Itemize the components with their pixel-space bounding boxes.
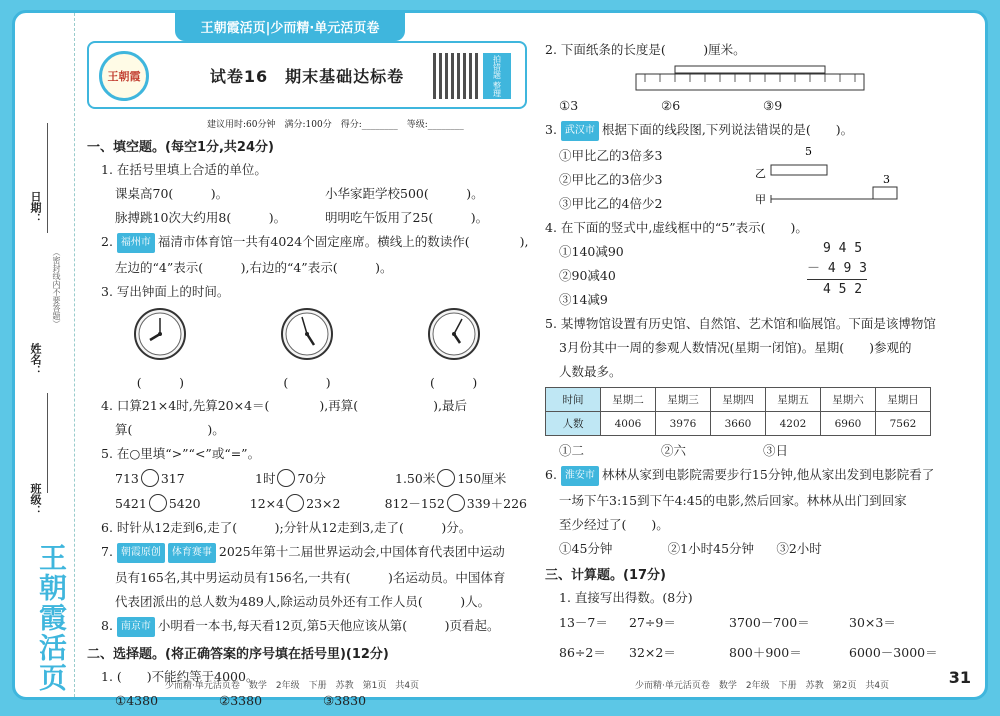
r-q6c: 至少经过了( )。 [559,517,669,532]
table-cell: 6960 [821,412,876,436]
option[interactable]: ①45分钟 [559,541,613,556]
segment-diagram [755,143,905,213]
brand-logo: 王朝霞活页 [35,543,68,693]
r-q5c: 人数最多。 [559,364,622,379]
q1-row2 [87,209,527,227]
section-calc: 三、计算题。(17分) [545,568,666,583]
q1c: 脉搏跳10次大约用8( )。 [115,210,287,225]
right-column [545,41,985,661]
compare-left: 1时 [255,471,276,486]
option[interactable]: ①二 [559,443,585,458]
region-tag: 武汉市 [561,121,599,141]
option[interactable]: ②6 [661,98,681,113]
clock-2 [280,307,334,391]
table-cell: 星期三 [656,388,711,412]
class-label: 班级： [29,483,42,516]
clock-answer[interactable]: ( ) [283,375,331,390]
r-q6: 6. 淮安市 林林从家到电影院需要步行15分钟,他从家出发到电影院看了 [545,466,985,486]
clock-3 [427,307,481,391]
option[interactable]: ①4380 [115,693,159,708]
r-q6-options [545,540,885,558]
clock-answer[interactable]: ( ) [136,375,184,390]
q1b: 小华家距学校500( )。 [325,186,484,201]
seg-label-jia: 甲 [755,193,766,206]
q2b: 左边的“4”表示( ),右边的“4”表示( )。 [115,260,393,275]
q1a: 课桌高70( )。 [115,186,229,201]
region-tag: 淮安市 [561,466,599,486]
r-q5-options [545,442,865,460]
table-cell: 星期二 [601,388,656,412]
q7: 7. 朝霞原创 体育赛事 2025年第十二届世界运动会,中国体育代表团中运动 [87,543,527,563]
r-q4-opt1[interactable]: ①140减90 [559,244,624,259]
option[interactable]: ①3 [559,98,579,113]
q7-text: 2025年第十二届世界运动会,中国体育代表团中运动 [218,544,505,559]
q4a: 4. 口算21×4时,先算20×4＝( ),再算( ),最后 [101,398,467,413]
q8-text: 小明看一本书,每天看12页,第5天他应该从第( )页看起。 [157,618,500,633]
option[interactable]: ②3380 [219,693,263,708]
page-number: 31 [948,668,971,687]
section-fill: 一、填空题。(每空1分,共24分) [87,140,274,155]
option[interactable]: ③2小时 [776,541,822,556]
r-q4-opt2[interactable]: ②90减40 [559,268,616,283]
clock-icon [133,307,187,361]
calc-grid [545,613,985,661]
calc-item[interactable]: 32×2＝ [629,645,676,660]
region-tag: 南京市 [117,617,155,637]
footer-left: 少而精·单元活页卷 数学 2年级 下册 苏教 第1页 共4页 [165,681,420,691]
table-cell: 星期四 [711,388,766,412]
compare-left: 713 [115,471,139,486]
calc-item[interactable]: 6000－3000＝ [849,645,938,660]
r-q5b: 3月份其中一周的参观人数情况(星期一闭馆)。星期( )参观的 [559,340,912,355]
footer-right: 少而精·单元活页卷 数学 2年级 下册 苏教 第2页 共4页 [635,681,890,691]
clock-icon [427,307,481,361]
compare-circle[interactable] [447,494,465,512]
compare-circle[interactable] [149,494,167,512]
seg-label-yi: 乙 [755,167,766,180]
table-cell: 4202 [766,412,821,436]
title-box [87,41,527,109]
q5-row2 [87,494,527,513]
section-choice: 二、选择题。(将正确答案的序号填在括号里)(12分) [87,647,389,662]
table-cell: 4006 [601,412,656,436]
q4b: 算( )。 [115,422,225,437]
left-column [87,41,527,716]
r-q4-block [545,219,985,309]
visitors-table [545,387,931,436]
table-cell: 星期六 [821,388,876,412]
seal-note: （密封线内不要答题） [52,248,61,328]
compare-right: 23×2 [306,496,341,511]
clock-1 [133,307,187,391]
r-q5a: 5. 某博物馆设置有历史馆、自然馆、艺术馆和临展馆。下面是该博物馆 [545,316,936,331]
q5: 5. 在○里填“>”“<”或“=”。 [101,446,261,461]
r-q3-text: 根据下面的线段图,下列说法错误的是( )。 [601,122,854,137]
calc-item[interactable]: 13－7＝ [559,615,608,630]
q2-text: 福清市体育馆一共有4024个固定座席。横线上的数读作( ), [157,234,529,249]
q1-row1 [87,185,527,203]
calc-top: 9 4 5 [823,241,863,256]
compare-circle[interactable] [277,469,295,487]
q7b: 员有165名,其中男运动员有156名,一共有( )名运动员。中国体育 [115,570,506,585]
ruler [635,65,985,97]
table-cell: 7562 [876,412,931,436]
compare-right: 150厘米 [457,471,507,486]
page-title: 试卷16 期末基础达标卷 [209,66,405,86]
exam-meta: 建议用时:60分钟 满分:100分 得分:________ 等级:________ [207,120,464,130]
compare-circle[interactable] [286,494,304,512]
class-line[interactable] [47,393,48,493]
s2q1-options [87,692,427,710]
calc-item[interactable]: 30×3＝ [849,615,896,630]
compare-right: 70分 [297,471,326,486]
q3: 3. 写出钟面上的时间。 [101,284,230,299]
compare-right: 339＋226 [466,496,527,511]
date-line[interactable] [47,123,48,233]
seg-label-5: 5 [805,145,812,158]
q7c: 代表团派出的总人数为489人,除运动员外还有工作人员( )人。 [115,594,491,609]
option[interactable]: ③日 [763,443,789,458]
qr-label: 拍错题 整理 [483,53,511,99]
compare-right: 317 [160,471,185,486]
r-q2: 2. 下面纸条的长度是( )厘米。 [545,42,746,57]
s2q1: 1. ( )不能约等于4000。 [101,669,259,684]
compare-left: 5421 [115,496,147,511]
calc-minus: － 4 9 3 [807,259,867,280]
qr-code-icon[interactable] [433,53,479,99]
r-q4-opt3[interactable]: ③14减9 [559,292,608,307]
seg-label-3: 3 [883,173,890,186]
q5-row1 [87,469,527,488]
calc-result: 4 5 2 [823,282,863,297]
option[interactable]: ③9 [763,98,783,113]
table-cell: 3976 [656,412,711,436]
r-q4: 4. 在下面的竖式中,虚线框中的“5”表示( )。 [545,220,808,235]
r-q2-options [545,97,865,115]
r-q3-opt3[interactable]: ③甲比乙的4倍少2 [559,196,663,211]
table-cell: 星期日 [876,388,931,412]
r-q6b: 一场下午3:15到下午4:45的电影,然后回家。林林从出门到回家 [559,493,907,508]
ruler-icon [635,65,865,93]
compare-right: 5420 [168,496,201,511]
binding-sidebar [15,13,75,697]
r-q3: 3. 武汉市 根据下面的线段图,下列说法错误的是( )。 [545,121,985,141]
table-cell: 时间 [546,388,601,412]
q8: 8. 南京市 小明看一本书,每天看12页,第5天他应该从第( )页看起。 [87,617,527,637]
q1d: 明明吃午饭用了25( )。 [325,210,489,225]
table-cell: 3660 [711,412,766,436]
top-banner: 王朝霞活页|少而精·单元活页卷 [175,11,405,41]
r-q3-opt2[interactable]: ②甲比乙的3倍少3 [559,172,663,187]
table-row [546,388,931,412]
table-row [546,412,931,436]
calc-item[interactable]: 800＋900＝ [729,645,802,660]
calc-item[interactable]: 86÷2＝ [559,645,606,660]
table-cell: 星期五 [766,388,821,412]
clock-answer[interactable]: ( ) [430,375,478,390]
option[interactable]: ②六 [661,443,687,458]
worksheet-page [12,10,988,708]
calc-item[interactable]: 27÷9＝ [629,615,676,630]
compare-left: 12×4 [249,496,285,511]
compare-left: 1.50米 [395,471,436,486]
r-s3q1: 1. 直接写出得数。(8分) [559,590,693,605]
q6: 6. 时针从12走到6,走了( );分针从12走到3,走了( )分。 [101,520,472,535]
clock-icon [280,307,334,361]
topic-tag: 体育赛事 [168,543,216,563]
compare-left: 812－152 [384,496,445,511]
table-cell: 人数 [546,412,601,436]
region-tag: 福州市 [117,233,155,253]
q1: 1. 在括号里填上合适的单位。 [101,162,267,177]
brand-badge-icon: 王朝霞 [99,51,149,101]
clock-row [87,307,527,391]
r-q3-opt1[interactable]: ①甲比乙的3倍多3 [559,148,663,163]
option[interactable]: ③3830 [323,693,367,708]
r-q6-text: 林林从家到电影院需要步行15分钟,他从家出发到电影院看了 [601,467,935,482]
name-label: 姓名： [29,343,42,376]
compare-circle[interactable] [437,469,455,487]
compare-circle[interactable] [141,469,159,487]
calc-item[interactable]: 3700－700＝ [729,615,810,630]
origin-tag: 朝霞原创 [117,543,165,563]
option[interactable]: ②1小时45分钟 [667,541,755,556]
r-q3-block [545,121,985,213]
q2: 2. 福州市 福清市体育馆一共有4024个固定座席。横线上的数读作( ), [87,233,527,253]
vertical-subtraction [807,239,867,300]
date-label: 日期： [29,191,42,224]
